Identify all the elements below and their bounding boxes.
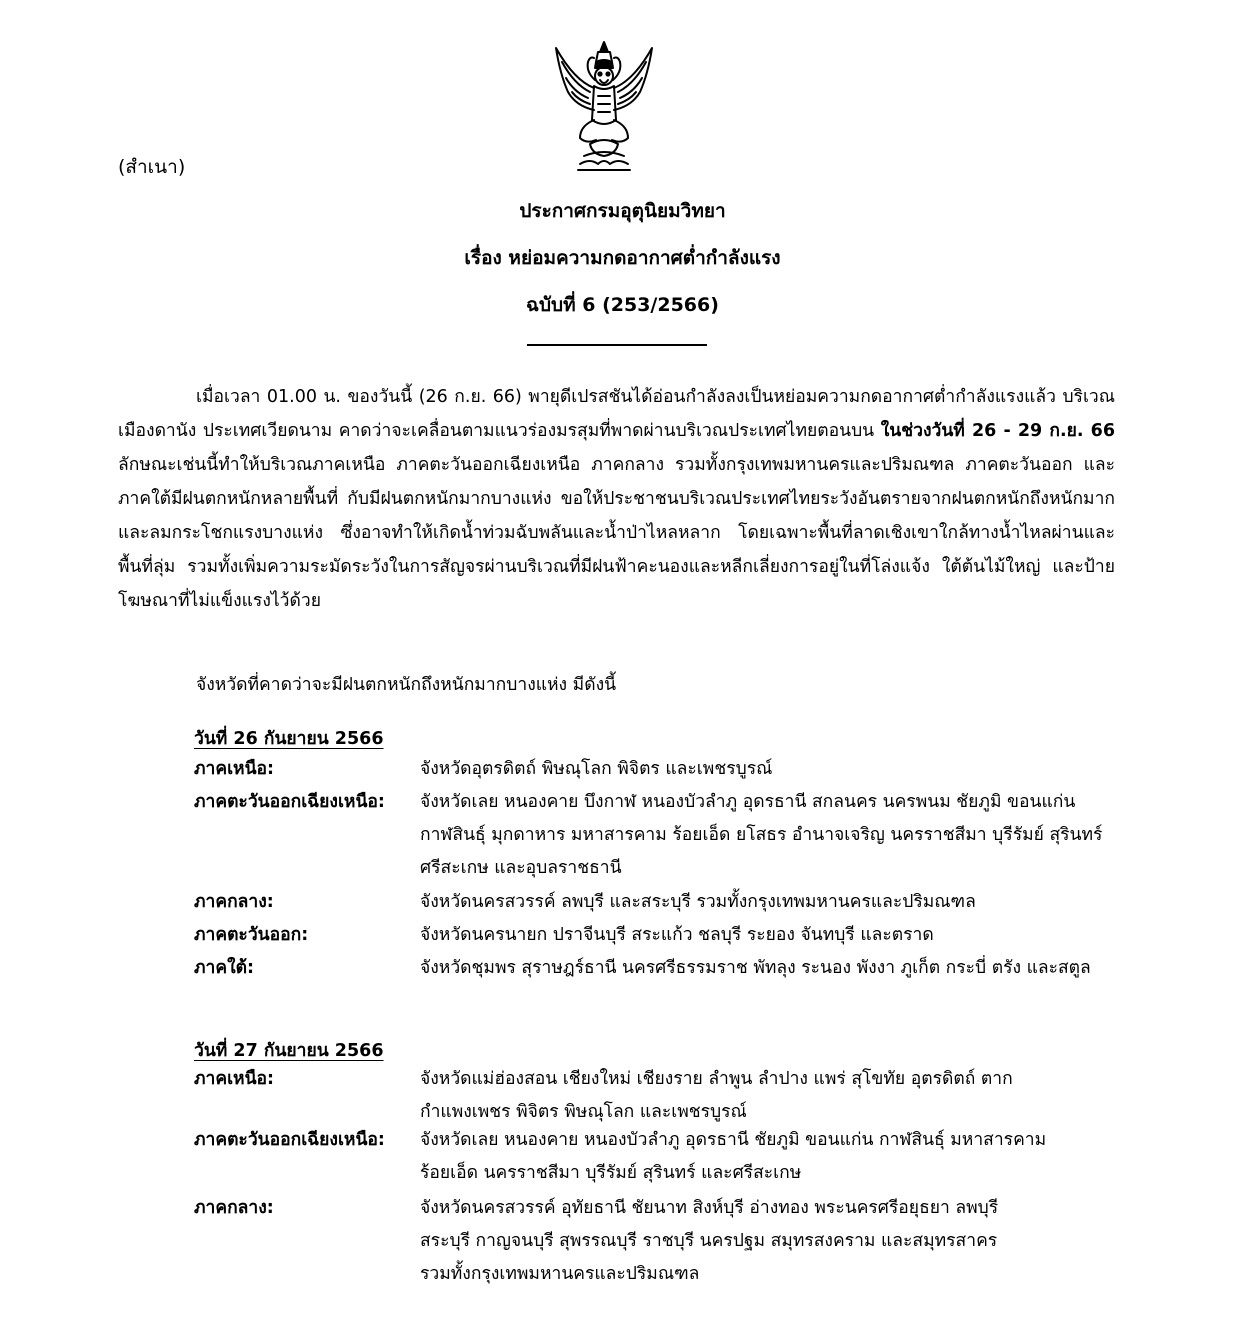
region-provinces-line: จังหวัดแม่ฮ่องสอน เชียงใหม่ เชียงราย ลำพูน ลำปาง แพร่ สุโขทัย อุตรดิตถ์ ตาก [420, 1069, 1013, 1089]
region-provinces-line: จังหวัดนครนายก ปราจีนบุรี สระแก้ว ชลบุรี ระยอง จันทบุรี และตราด [420, 925, 934, 945]
region-provinces-line: กาฬสินธุ์ มุกดาหาร มหาสารคาม ร้อยเอ็ด ยโสธร อำนาจเจริญ นครราชสีมา บุรีรัมย์ สุรินทร์ [420, 825, 1103, 845]
region-label: ภาคเหนือ: [194, 1069, 275, 1089]
provinces-intro: จังหวัดที่คาดว่าจะมีฝนตกหนักถึงหนักมากบางแห่ง มีดังนี้ [196, 675, 617, 695]
copy-mark: (สำเนา) [118, 156, 186, 178]
region-provinces-line: รวมทั้งกรุงเทพมหานครและปริมณฑล [420, 1264, 700, 1284]
region-provinces-line: จังหวัดเลย หนองคาย บึงกาฬ หนองบัวลำภู อุดรธานี สกลนคร นครพนม ชัยภูมิ ขอนแก่น [420, 792, 1076, 812]
day-heading-26: วันที่ 26 กันยายน 2566 [194, 729, 384, 749]
region-provinces-line: จังหวัดนครสวรรค์ อุทัยธานี ชัยนาท สิงห์บุรี อ่างทอง พระนครศรีอยุธยา ลพบุรี [420, 1198, 999, 1218]
announcement-subject: เรื่อง หย่อมความกดอากาศต่ำกำลังแรง [464, 247, 781, 269]
announcement-body [118, 380, 1115, 618]
region-provinces-line: จังหวัดชุมพร สุราษฎร์ธานี นครศรีธรรมราช พัทลุง ระนอง พังงา ภูเก็ต กระบี่ ตรัง และสตูล [420, 958, 1091, 978]
title-divider [527, 344, 707, 346]
region-label: ภาคกลาง: [194, 892, 274, 912]
region-provinces-line: สระบุรี กาญจนบุรี สุพรรณบุรี ราชบุรี นครปฐม สมุทรสงคราม และสมุทรสาคร [420, 1231, 998, 1251]
region-provinces-line: จังหวัดอุตรดิตถ์ พิษณุโลก พิจิตร และเพชรบูรณ์ [420, 759, 773, 779]
region-label: ภาคตะวันออก: [194, 925, 309, 945]
day-heading-27: วันที่ 27 กันยายน 2566 [194, 1041, 384, 1061]
region-label: ภาคเหนือ: [194, 759, 275, 779]
region-label: ภาคใต้: [194, 958, 254, 978]
announcement-title: ประกาศกรมอุตุนิยมวิทยา [519, 200, 726, 222]
region-provinces-line: จังหวัดเลย หนองคาย หนองบัวลำภู อุดรธานี ชัยภูมิ ขอนแก่น กาฬสินธุ์ มหาสารคาม [420, 1130, 1047, 1150]
region-label: ภาคกลาง: [194, 1198, 274, 1218]
region-label: ภาคตะวันออกเฉียงเหนือ: [194, 792, 385, 812]
body-text-part2: ลักษณะเช่นนี้ทำให้บริเวณภาคเหนือ ภาคตะวันออกเฉียงเหนือ ภาคกลาง รวมทั้งกรุงเทพมหานครและปริมณฑล ภาคตะวันออก และภาคใต้มีฝนตกหนักหลายพื้นที่ กับมีฝนตกหนักมากบางแห่ง ขอให้ประชาชนบริเวณประเทศไทยระวังอันตรายจากฝนตกหนักถึงหนักมากและลมกระโชกแรงบางแห่ง ซึ่งอาจทำให้เกิดน้ำท่วมฉับพลันและน้ำป่าไหลหลาก โดยเฉพาะพื้นที่ลาดเชิงเขาใกล้ทางน้ำไหลผ่านและพื้นที่ลุ่ม รวมทั้งเพิ่มความระมัดระวังในการสัญจรผ่านบริเวณที่มีฝนฟ้าคะนองและหลีกเลี่ยงการอยู่ในที่โล่งแจ้ง ใต้ต้นไม้ใหญ่ และป้ายโฆษณาที่ไม่แข็งแรงไว้ด้วย [118, 455, 1115, 611]
region-provinces-line: จังหวัดนครสวรรค์ ลพบุรี และสระบุรี รวมทั้งกรุงเทพมหานครและปริมณฑล [420, 892, 976, 912]
body-text-part1: เมื่อเวลา 01.00 น. ของวันนี้ (26 ก.ย. 66) พายุดีเปรสชันได้อ่อนกำลังลงเป็นหย่อมความกดอากาศต่ำกำลังแรงแล้ว บริเวณเมืองดานัง ประเทศเวียดนาม คาดว่าจะเคลื่อนตามแนวร่องมรสุมที่พาดผ่านบริเวณประเทศไทยตอนบน [118, 387, 1115, 441]
region-provinces-line: ร้อยเอ็ด นครราชสีมา บุรีรัมย์ สุรินทร์ และศรีสะเกษ [420, 1163, 802, 1183]
body-date-range: ในช่วงวันที่ 26 - 29 ก.ย. 66 [880, 421, 1115, 441]
announcement-issue: ฉบับที่ 6 (253/2566) [526, 294, 719, 316]
region-provinces-line: กำแพงเพชร พิจิตร พิษณุโลก และเพชรบูรณ์ [420, 1102, 747, 1122]
region-label: ภาคตะวันออกเฉียงเหนือ: [194, 1130, 385, 1150]
region-provinces-line: ศรีสะเกษ และอุบลราชธานี [420, 858, 622, 878]
garuda-emblem-icon [550, 40, 658, 172]
